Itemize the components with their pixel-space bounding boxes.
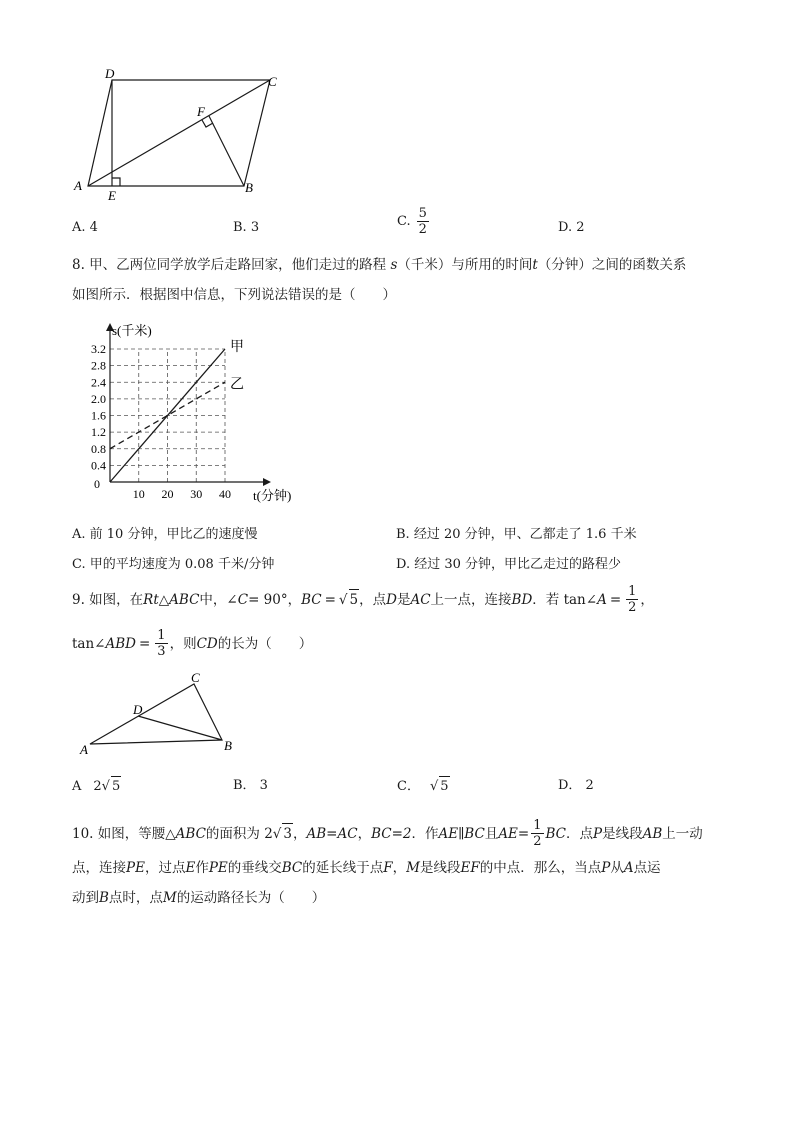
x-axis-arrow-icon	[263, 478, 271, 486]
q10-text-f2: ，	[392, 860, 407, 876]
q8-line-1	[72, 255, 686, 275]
label-a: A	[80, 742, 88, 757]
option-prefix: A	[72, 778, 82, 794]
q8-option-b: B. 经过 20 分钟，甲、乙都走了 1.6 千米	[396, 527, 637, 542]
fraction-1-3	[155, 628, 167, 659]
q9-line-1	[72, 584, 654, 615]
q10-text-a2: 点，连接	[72, 860, 126, 876]
fraction-denominator: 2	[533, 834, 542, 849]
q8-text-a: 8. 甲、乙两位同学放学后走路回家，他们走过的路程	[72, 257, 387, 273]
x-tick-label: 40	[219, 487, 231, 501]
var-d: D	[386, 591, 397, 608]
q10-text-i2: 从	[610, 860, 624, 876]
rt-symbol: Rt	[143, 591, 159, 608]
sqrt-symbol: √	[101, 778, 110, 794]
segment-bd	[138, 716, 222, 740]
q8-line-2: 如图所示．根据图中信息，下列说法错误的是（ ）	[72, 287, 396, 303]
q10-text-j2: 点运	[633, 860, 661, 876]
var-a: A	[597, 591, 607, 608]
q10-line-1	[72, 818, 703, 849]
radicand-5: 5	[349, 589, 360, 610]
label-b: B	[245, 180, 253, 195]
radicand: 5	[439, 776, 449, 797]
label-e: E	[108, 188, 116, 203]
q8-option-a: A. 前 10 分钟，甲比乙的速度慢	[72, 527, 258, 542]
y-tick-label: 1.2	[91, 425, 106, 440]
ab-eq-ac: AB=AC	[306, 825, 358, 842]
q9-text-e: 是	[396, 591, 411, 608]
var-s: s	[390, 257, 398, 273]
triangle-abc-shape	[90, 684, 222, 744]
fraction-denominator: 2	[628, 600, 637, 615]
q7-option-c	[397, 206, 431, 237]
q8-option-c: C. 甲的平均速度为 0.08 千米/分钟	[72, 557, 275, 572]
q9-text-end: 的长为（ ）	[217, 635, 313, 652]
angle-abd: ABD	[105, 635, 136, 652]
y-axis-label: s(千米)	[112, 323, 152, 338]
q7-option-b: B. 3	[233, 220, 260, 235]
y-tick-label: 3.2	[91, 342, 106, 356]
label-c: C	[268, 74, 277, 89]
q9-text-d: ，点	[359, 591, 387, 608]
altitude-bf	[209, 116, 244, 186]
y-tick-label: 2.4	[91, 375, 106, 390]
label-c: C	[191, 670, 200, 685]
comma: ，	[640, 591, 654, 608]
series-label: 乙	[230, 377, 244, 393]
equals-sign: =	[324, 591, 336, 608]
q10-text-c3: 的运动路径长为（ ）	[176, 890, 326, 906]
var-bd: BD	[511, 591, 533, 608]
y-tick-label: 1.6	[91, 408, 106, 423]
q8-text-c: （分钟）之间的函数关系	[537, 257, 687, 273]
origin-label: 0	[94, 477, 100, 491]
q9-option-d: D． 2	[558, 778, 594, 793]
var-p: P	[601, 860, 611, 876]
q7-option-d: D. 2	[558, 220, 585, 235]
fraction-numerator: 1	[628, 584, 637, 599]
var-bc: BC	[301, 591, 322, 608]
y-tick-label: 0.4	[91, 458, 106, 473]
q7-option-a: A. 4	[72, 220, 98, 235]
label-d: D	[133, 702, 143, 717]
bc-eq-2: BC=2	[371, 825, 412, 842]
sqrt-symbol: √	[429, 778, 439, 794]
var-a: A	[623, 860, 634, 876]
q10-text-e: ．作	[411, 825, 439, 842]
radicand: 5	[111, 776, 121, 797]
q10-text-a3: 动到	[72, 890, 99, 906]
y-tick-label: 2.0	[91, 391, 106, 406]
x-tick-label: 30	[190, 487, 203, 501]
q9-text-b: 中，∠	[199, 591, 238, 608]
equals-sign: =	[138, 635, 151, 652]
q10-text-i: 上一动	[662, 825, 703, 842]
triangle-figure	[76, 668, 246, 760]
x-tick-label: 20	[161, 487, 174, 501]
option-prefix: C．	[397, 778, 420, 794]
q10-text-c: ，	[293, 825, 307, 842]
radicand-3: 3	[282, 823, 293, 844]
var-pe: PE	[126, 860, 145, 876]
var-t: t	[532, 257, 538, 273]
label-f: F	[197, 104, 205, 119]
fraction-1-2	[531, 818, 543, 849]
ae-eq: AE=	[498, 825, 530, 842]
var-ef: EF	[460, 860, 480, 876]
var-m: M	[162, 890, 177, 906]
triangle-abc: ABC	[175, 825, 206, 842]
fraction-numerator: 1	[533, 818, 542, 833]
q10-line-3	[72, 888, 325, 908]
q10-text-b3: 点时，点	[108, 890, 163, 906]
q9-option-a	[72, 776, 121, 797]
x-tick-label: 10	[132, 487, 145, 501]
var-pe: PE	[208, 860, 228, 876]
distance-time-chart	[80, 322, 310, 507]
fraction-denominator: 3	[157, 644, 166, 659]
var-m: M	[406, 860, 420, 876]
y-tick-label: 0.8	[91, 441, 106, 456]
x-axis-label: t(分钟)	[253, 488, 292, 503]
q9-option-c	[397, 776, 450, 797]
q7-option-c-prefix: C.	[397, 213, 411, 229]
q9-option-b: B． 3	[233, 778, 268, 793]
q10-text-d2: 的垂线交	[227, 860, 282, 876]
label-b: B	[224, 738, 232, 753]
triangle-abc: ABC	[169, 591, 200, 608]
coefficient: 2	[93, 778, 102, 794]
var-ac: AC	[410, 591, 431, 608]
q9-text-tan: tan∠	[72, 635, 106, 652]
q9-text-then: ，则	[169, 635, 197, 652]
equals-sign: =	[609, 591, 622, 608]
fraction-5-2	[417, 206, 429, 237]
q8-text-b: （千米）与所用的时间	[397, 257, 533, 273]
q9-text-a: 9. 如图，在	[72, 591, 144, 608]
q10-text-d: ，	[357, 825, 372, 842]
diagonal-ac	[88, 80, 270, 186]
fraction-denominator: 2	[418, 222, 427, 237]
y-tick-label: 2.8	[91, 358, 106, 373]
var-bc: BC	[281, 860, 303, 876]
q10-text-g2: 是线段	[419, 860, 461, 876]
q9-text-c: = 90°，	[248, 591, 302, 608]
var-e: E	[185, 860, 196, 876]
sqrt-symbol: √	[338, 591, 348, 608]
var-p: P	[593, 825, 603, 842]
var-f: F	[383, 860, 393, 876]
q10-text-g: ．点	[566, 825, 594, 842]
var-bc: BC	[545, 825, 567, 842]
q10-text-a: 10. 如图，等腰△	[72, 825, 176, 842]
q9-text-g: ．若 tan∠	[532, 591, 598, 608]
sqrt-symbol: √	[272, 825, 282, 842]
fraction-1-2	[626, 584, 638, 615]
var-cd: CD	[196, 635, 218, 652]
right-angle-e	[112, 178, 120, 186]
var-b: B	[99, 890, 109, 906]
q9-line-2	[72, 628, 312, 659]
var-c: C	[237, 591, 249, 608]
q10-line-2	[72, 858, 661, 878]
fraction-numerator: 1	[157, 628, 166, 643]
triangle-symbol: △	[158, 591, 170, 608]
q10-text-h2: 的中点．那么，当点	[479, 860, 602, 876]
q9-text-f: 上一点，连接	[430, 591, 512, 608]
var-ab: AB	[642, 825, 663, 842]
q10-text-b: 的面积为 2	[205, 825, 273, 842]
label-d: D	[105, 66, 115, 81]
q10-text-h: 是线段	[602, 825, 643, 842]
q10-text-e2: 的延长线于点	[302, 860, 384, 876]
parallelogram-figure	[70, 64, 290, 204]
label-a: A	[74, 178, 82, 193]
q10-text-c2: 作	[195, 860, 209, 876]
q10-text-b2: ，过点	[144, 860, 186, 876]
ae-parallel-bc: AE∥BC	[438, 825, 485, 842]
q8-option-d: D. 经过 30 分钟，甲比乙走过的路程少	[396, 557, 622, 572]
q10-text-f: 且	[484, 825, 499, 842]
fraction-numerator: 5	[418, 206, 427, 221]
series-label: 甲	[230, 340, 244, 355]
